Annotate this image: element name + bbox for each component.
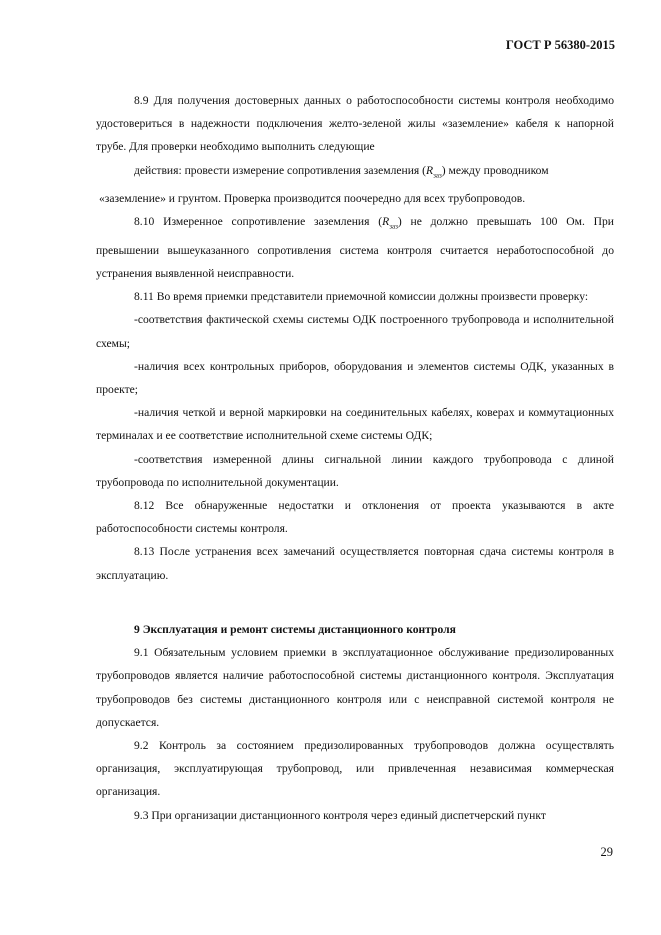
paragraph-9-3: 9.3 При организации дистанционного контроля через единый диспетчерский пункт — [134, 808, 546, 822]
resistance-subscript: заз — [433, 170, 442, 179]
paragraph-9-1: 9.1 Обязательным условием приемки в эксплуатационное обслуживание предизолированных трубопроводов является наличие работоспособной системы дистанционного контроля. Эксплуатация трубопроводов без системы дистанционного контроля или с неисправной системой контроля не допускается. — [96, 646, 614, 729]
paragraph-8-10 — [96, 210, 614, 285]
paragraph-8-13: 8.13 После устранения всех замечаний осуществляется повторная сдача системы контроля в эксплуатацию. — [96, 545, 614, 582]
resistance-subscript: заз — [389, 222, 398, 231]
page-number: 29 — [600, 845, 613, 859]
paragraph-8-9-end: «заземление» и грунтом. Проверка производится поочередно для всех трубопроводов. — [99, 192, 526, 206]
document-header-standard-code: ГОСТ Р 56380-2015 — [505, 38, 615, 52]
resistance-symbol: R — [382, 215, 390, 229]
text-span: действия: провести измерение сопротивления заземления ( — [134, 163, 427, 177]
list-item: -наличия четкой и верной маркировки на соединительных кабелях, коверах и коммутационных терминалах и ее соответствие исполнительной схеме системы ОДК; — [96, 406, 614, 443]
list-item: -наличия всех контрольных приборов, оборудования и элементов системы ОДК, указанных в проекте; — [96, 359, 614, 397]
list-item: -соответствия измеренной длины сигнальной линии каждого трубопровода с длиной трубопровода по исполнительной документации. — [96, 452, 614, 489]
list-item: -соответствия фактической схемы системы ОДК построенного трубопровода и исполнительной схемы; — [96, 313, 614, 350]
text-span: ) не должно превышать 100 Ом. При превышении вышеуказанного сопротивления система контроля считается неработоспособной до устранения выявленной неисправности. — [96, 215, 614, 281]
paragraph-8-9: 8.9 Для получения достоверных данных о работоспособности системы контроля необходимо удостовериться в надежности подключения желто-зеленой жилы «заземление» кабеля к напорной трубе. Для проверки необходимо выполнить следующие — [96, 94, 614, 154]
paragraph-8-11: 8.11 Во время приемки представители приемочной комиссии должны произвести проверку: — [134, 290, 589, 304]
resistance-symbol: R — [426, 163, 434, 177]
text-span: ) между проводником — [441, 163, 549, 177]
paragraph-9-2: 9.2 Контроль за состоянием предизолированных трубопроводов должна осуществлять организация, эксплуатирующая трубопровод, или привлеченная независимая коммерческая организация. — [96, 738, 614, 799]
paragraph-8-12: 8.12 Все обнаруженные недостатки и отклонения от проекта указываются в акте работоспособности системы контроля. — [96, 499, 614, 536]
document-body — [96, 89, 614, 827]
section-9-heading: 9 Эксплуатация и ремонт системы дистанционного контроля — [134, 622, 456, 636]
text-span: 8.10 Измеренное сопротивление заземления ( — [134, 215, 383, 229]
paragraph-8-9-continued — [96, 159, 614, 188]
